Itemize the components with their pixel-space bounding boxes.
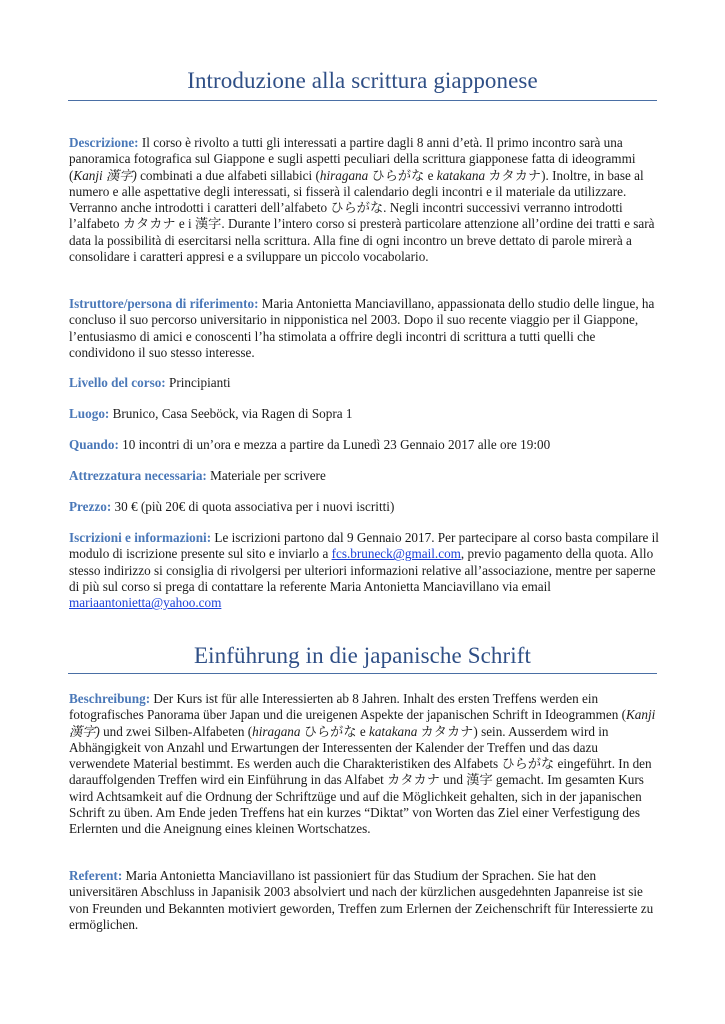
iscrizioni-paragraph xyxy=(69,530,661,611)
referent-paragraph xyxy=(69,868,661,933)
quando-label: Quando: xyxy=(69,437,119,452)
luogo-line xyxy=(69,406,661,422)
luogo-value: Brunico, Casa Seeböck, via Ragen di Sopra 1 xyxy=(109,406,353,421)
italian-title: Introduzione alla scrittura giapponese xyxy=(187,68,538,93)
descrizione-label: Descrizione: xyxy=(69,135,139,150)
beschreibung-text-2: und zwei Silben-Alfabeten ( xyxy=(99,723,253,739)
descrizione-paragraph xyxy=(69,135,661,265)
german-title-rule xyxy=(68,673,657,674)
iscrizioni-label: Iscrizioni e informazioni: xyxy=(69,530,212,545)
luogo-label: Luogo: xyxy=(69,406,110,421)
istruttore-label: Istruttore/persona di riferimento: xyxy=(69,296,259,311)
istruttore-paragraph xyxy=(69,296,661,361)
referent-text: Maria Antonietta Manciavillano ist passioniert für das Studium der Sprachen. Sie hat den universitären Abschluss in Japanisik 2003 absolviert und nach der kürzlichen ausgedehnten Japanreise ist sie von Freunden und Bekannten motiviert geworden, Treffen zum Erlernen der Zeichenschrift für Interessierte zu ermöglichen. xyxy=(69,868,654,932)
quando-line xyxy=(69,437,661,453)
prezzo-value: 30 € (più 20€ di quota associativa per i nuovi iscritti) xyxy=(111,499,395,514)
descrizione-text-1: Il corso è rivolto a tutti gli interessati a partire dagli 8 anni d’età. Il primo incontro sarà una panoramica fotografica sul Giappone e sugli aspetti peculiari della scrittura giapponese fatta di ideogrammi ( xyxy=(69,135,636,183)
attrezzatura-value: Materiale per scrivere xyxy=(206,468,326,483)
livello-value: Principianti xyxy=(165,375,231,390)
livello-line xyxy=(69,375,661,391)
descrizione-text-2: combinati a due alfabeti sillabici ( xyxy=(136,167,320,183)
beschreibung-text-1: Der Kurs ist für alle Interessierten ab 8 Jahren. Inhalt des ersten Treffens werden ein fotografisches Panorama über Japan und die ureigenen Aspekte der japanischen Schrift in Ideogrammen ( xyxy=(69,691,626,723)
beschreibung-text-3: ひらがな e xyxy=(300,723,369,739)
descrizione-kanji: Kanji 漢字) xyxy=(73,167,137,183)
iscrizioni-text-2: , previo pagamento della quota. Allo stesso indirizzo si consiglia di rivolgersi per ulteriori informazioni relative all’associazione, mentre per saperne di più sul corso si prega di contattare la referente Maria Antonietta Manciavillano via email xyxy=(69,546,656,594)
istruttore-text: Maria Antonietta Manciavillano, appassionata dello studio delle lingue, ha concluso il suo percorso universitario in nipponistica nel 2003. Dopo il suo recente viaggio per il Giappone, l’entusiasmo di amici e conoscenti l’ha stimolata a offrire degli incontri di scrittura a tutti quelli che condividono il suo stesso interesse. xyxy=(69,296,655,360)
german-title: Einführung in die japanische Schrift xyxy=(193,643,531,668)
beschreibung-kanji: Kanji 漢字) xyxy=(69,707,656,739)
descrizione-text-4: カタカナ). Inoltre, in base al numero e alle aspettative degli interessati, si fisserà il calendario degli incontri e il materiale da utilizzare. Verranno anche introdotti i caratteri dell’alfabeto ひらがな. Negli incontri successivi verranno introdotti l’alfabeto カタカナ e i 漢字. Durante l’intero corso si presterà particolare attenzione all’ordine dei tratti e sarà data la possibilità di esercitarsi nella scrittura. Alla fine di ogni incontro un breve dettato di parole mirerà a consolidare i caratteri appresi e a sviluppare un piccolo vocabolario. xyxy=(69,167,655,265)
descrizione-katakana: katakana xyxy=(436,167,486,183)
descrizione-hiragana: hiragana xyxy=(319,167,369,183)
beschreibung-text-4: カタカナ) sein. Ausserdem wird in Abhängigkeit von Anzahl und Erwartungen der Interessenten der Kalender der Treffen und das dazu verwendete Material bestimmt. Es werden auch die Charakteristiken des Alfabets ひらがな eingeführt. In den darauffolgenden Treffen wird ein Einführung in das Alfabet カタカナ und 漢字 gemacht. Im gesamten Kurs wird Achtsamkeit auf die Ordnung der Schriftzüge und auf die Möglichkeit gehalten, sich in der japanischen Schrift zu üben. Am Ende jeden Treffens hat ein kurzes “Diktat” von Worten das Ziel einer Verfestigung des Erlernten und die Aneignung eines kleinen Wortschatzes. xyxy=(69,723,652,837)
quando-value: 10 incontri di un’ora e mezza a partire da Lunedì 23 Gennaio 2017 alle ore 19:00 xyxy=(118,437,551,452)
email-link-fcs-bruneck[interactable]: fcs.bruneck@gmail.com xyxy=(331,546,461,562)
beschreibung-paragraph xyxy=(69,691,661,838)
iscrizioni-text-1: Le iscrizioni partono dal 9 Gennaio 2017. Per partecipare al corso basta compilare il modulo di iscrizione presente sul sito e inviarlo a xyxy=(69,530,659,562)
descrizione-text-3: ひらがな e xyxy=(368,167,437,183)
email-link-mariaantonietta[interactable]: mariaantonietta@yahoo.com xyxy=(69,595,222,611)
italian-title-rule xyxy=(68,100,657,101)
prezzo-line xyxy=(69,499,661,515)
beschreibung-label: Beschreibung: xyxy=(69,691,151,706)
attrezzatura-label: Attrezzatura necessaria: xyxy=(69,468,207,483)
beschreibung-hiragana: hiragana xyxy=(252,723,301,739)
livello-label: Livello del corso: xyxy=(69,375,166,390)
attrezzatura-line xyxy=(69,468,661,484)
beschreibung-katakana: katakana xyxy=(368,723,418,739)
prezzo-label: Prezzo: xyxy=(69,499,112,514)
referent-label: Referent: xyxy=(69,868,123,883)
